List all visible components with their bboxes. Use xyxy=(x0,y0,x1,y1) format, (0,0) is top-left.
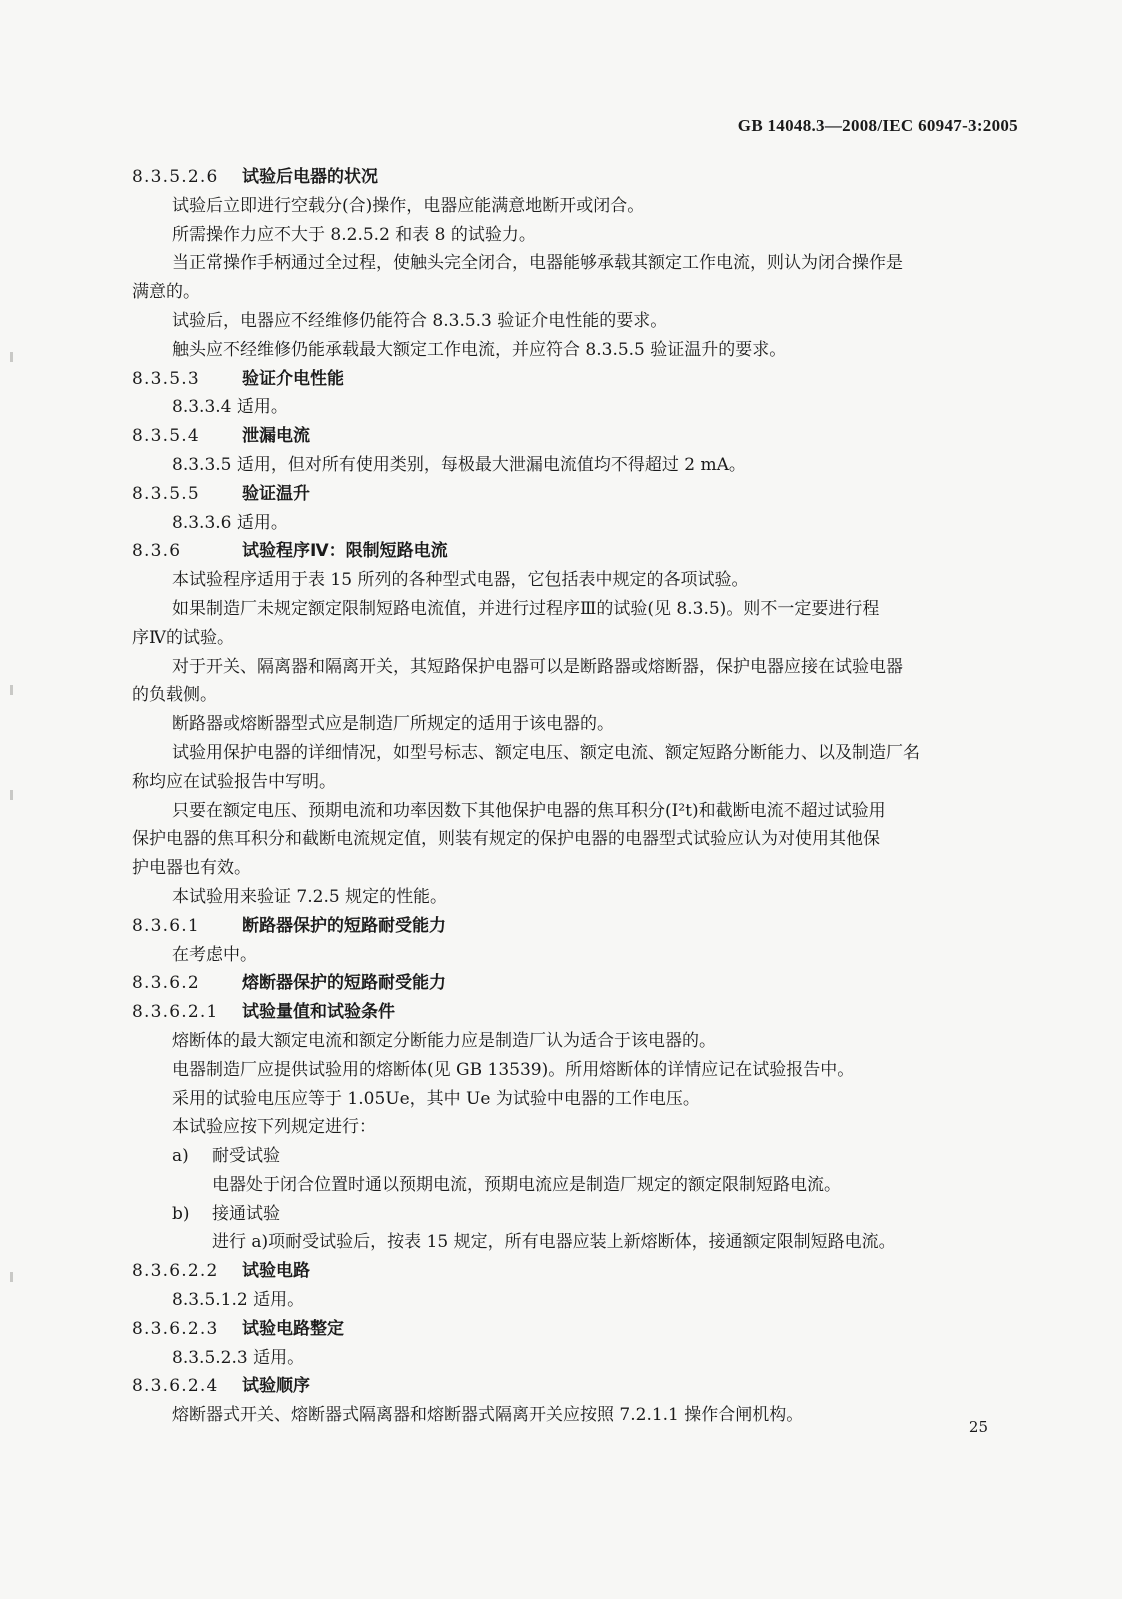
clause-heading xyxy=(132,163,1012,192)
clause-title: 泄漏电流 xyxy=(242,426,310,447)
scan-edge-mark xyxy=(10,685,13,695)
clause-number: 8.3.5.4 xyxy=(132,426,200,447)
paragraph-line: 8.3.3.6 适用。 xyxy=(172,512,288,533)
scan-edge-mark xyxy=(10,352,13,362)
paragraph-line: 8.3.5.1.2 适用。 xyxy=(172,1290,305,1311)
paragraph-line: 8.3.5.2.3 适用。 xyxy=(172,1347,305,1368)
paragraph-line: 本试验程序适用于表 15 所列的各种型式电器，它包括表中规定的各项试验。 xyxy=(172,570,749,591)
paragraph-line: 对于开关、隔离器和隔离开关，其短路保护电器可以是断路器或熔断器，保护电器应接在试验电器 xyxy=(172,656,903,677)
clause-number: 8.3.6.2.2 xyxy=(132,1261,219,1282)
scan-edge-mark xyxy=(10,1272,13,1282)
clause-heading xyxy=(132,1257,1012,1286)
paragraph-line: 熔断体的最大额定电流和额定分断能力应是制造厂认为适合于该电器的。 xyxy=(172,1030,716,1051)
paragraph-line: 所需操作力应不大于 8.2.5.2 和表 8 的试验力。 xyxy=(172,224,536,245)
clause-title: 试验程序Ⅳ：限制短路电流 xyxy=(242,541,448,562)
list-item-title: 耐受试验 xyxy=(212,1146,280,1167)
clause-number: 8.3.6.2.4 xyxy=(132,1376,219,1397)
paragraph-line: 8.3.3.4 适用。 xyxy=(172,397,288,418)
paragraph-continuation: 称均应在试验报告中写明。 xyxy=(132,771,336,792)
paragraph-continuation: 保护电器的焦耳积分和截断电流规定值，则装有规定的保护电器的电器型式试验应认为对使用其他保 xyxy=(132,829,880,850)
clause-number: 8.3.6.2.1 xyxy=(132,1002,219,1023)
clause-heading xyxy=(132,998,1012,1027)
clause-heading xyxy=(132,912,1012,941)
clause-number: 8.3.6.1 xyxy=(132,915,200,936)
paragraph-line: 试验后，电器应不经维修仍能符合 8.3.5.3 验证介电性能的要求。 xyxy=(172,310,668,331)
clause-title: 熔断器保护的短路耐受能力 xyxy=(242,973,446,994)
paragraph-line: 采用的试验电压应等于 1.05Ue，其中 Ue 为试验中电器的工作电压。 xyxy=(172,1088,700,1109)
paragraph-line: 本试验用来验证 7.2.5 规定的性能。 xyxy=(172,886,448,907)
paragraph-line: 本试验应按下列规定进行： xyxy=(172,1117,376,1138)
clause-number: 8.3.5.5 xyxy=(132,483,200,504)
clause-heading xyxy=(132,969,1012,998)
paragraph-line: 断路器或熔断器型式应是制造厂所规定的适用于该电器的。 xyxy=(172,714,614,735)
clause-number: 8.3.6.2.3 xyxy=(132,1318,219,1339)
clause-heading xyxy=(132,1372,1012,1401)
document-body xyxy=(132,163,1012,1430)
paragraph-line: 触头应不经维修仍能承载最大额定工作电流，并应符合 8.3.5.5 验证温升的要求。 xyxy=(172,339,787,360)
standard-header: GB 14048.3—2008/IEC 60947-3:2005 xyxy=(737,116,1018,135)
clause-title: 试验电路整定 xyxy=(242,1318,344,1339)
list-item-title: 接通试验 xyxy=(212,1203,280,1224)
clause-number: 8.3.6 xyxy=(132,541,182,562)
clause-number: 8.3.6.2 xyxy=(132,973,200,994)
scan-edge-mark xyxy=(10,790,13,800)
clause-title: 验证介电性能 xyxy=(242,368,344,389)
paragraph-line: 试验用保护电器的详细情况，如型号标志、额定电压、额定电流、额定短路分断能力、以及制造厂名 xyxy=(172,742,920,763)
paragraph-continuation: 的负载侧。 xyxy=(132,685,217,706)
list-item-label: a) xyxy=(172,1146,189,1167)
list-item xyxy=(132,1142,1012,1171)
clause-title: 试验电路 xyxy=(242,1261,310,1282)
list-item-label: b) xyxy=(172,1203,190,1224)
clause-title: 试验顺序 xyxy=(242,1376,310,1397)
clause-heading xyxy=(132,422,1012,451)
paragraph-continuation: 满意的。 xyxy=(132,282,200,303)
paragraph-line: 试验后立即进行空载分(合)操作，电器应能满意地断开或闭合。 xyxy=(172,195,645,216)
clause-number: 8.3.5.2.6 xyxy=(132,167,219,187)
clause-title: 试验后电器的状况 xyxy=(242,167,378,187)
page-number: 25 xyxy=(968,1418,988,1436)
clause-title: 断路器保护的短路耐受能力 xyxy=(242,915,446,936)
list-item-text: 电器处于闭合位置时通以预期电流，预期电流应是制造厂规定的额定限制短路电流。 xyxy=(212,1174,841,1195)
paragraph-line: 在考虑中。 xyxy=(172,944,257,965)
clause-number: 8.3.5.3 xyxy=(132,368,200,389)
clause-title: 验证温升 xyxy=(242,483,310,504)
paragraph-line: 电器制造厂应提供试验用的熔断体(见 GB 13539)。所用熔断体的详情应记在试验报告中。 xyxy=(172,1059,855,1080)
paragraph-continuation: 序Ⅳ的试验。 xyxy=(132,627,234,648)
clause-heading xyxy=(132,365,1012,394)
clause-heading xyxy=(132,1315,1012,1344)
paragraph-continuation: 护电器也有效。 xyxy=(132,858,251,879)
list-item xyxy=(132,1200,1012,1229)
clause-heading xyxy=(132,537,1012,566)
paragraph-line: 熔断器式开关、熔断器式隔离器和熔断器式隔离开关应按照 7.2.1.1 操作合闸机构。 xyxy=(172,1405,804,1426)
list-item-text: 进行 a)项耐受试验后，按表 15 规定，所有电器应装上新熔断体，接通额定限制短路电流。 xyxy=(212,1232,896,1253)
paragraph-line: 当正常操作手柄通过全过程，使触头完全闭合，电器能够承载其额定工作电流，则认为闭合操作是 xyxy=(172,253,903,274)
paragraph-line: 8.3.3.5 适用，但对所有使用类别，每极最大泄漏电流值均不得超过 2 mA。 xyxy=(172,454,746,475)
clause-title: 试验量值和试验条件 xyxy=(242,1002,395,1023)
clause-heading xyxy=(132,480,1012,509)
paragraph-line: 如果制造厂未规定额定限制短路电流值，并进行过程序Ⅲ的试验(见 8.3.5)。则不一定要进行程 xyxy=(172,598,880,619)
paragraph-line: 只要在额定电压、预期电流和功率因数下其他保护电器的焦耳积分(I²t)和截断电流不超过试验用 xyxy=(172,800,886,821)
